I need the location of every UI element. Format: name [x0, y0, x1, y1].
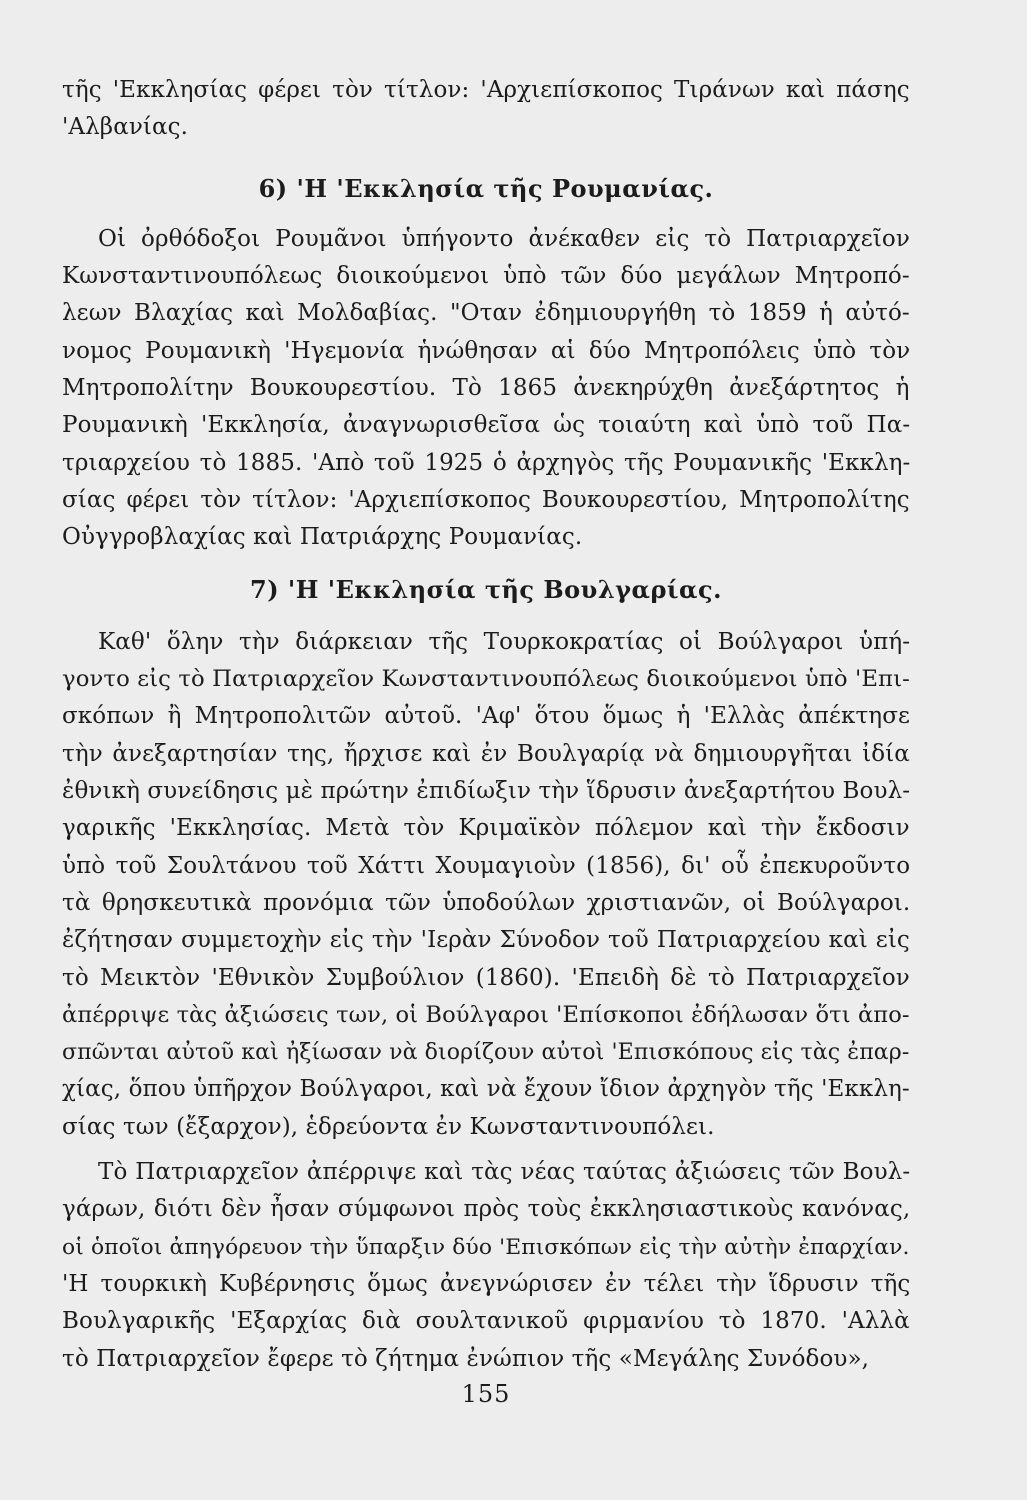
paragraph-romania [62, 221, 910, 557]
text-line: νομος Ρουμανικὴ 'Ηγεμονία ἡνώθησαν αἱ δύο Μητροπόλεις ὑπὸ τὸν [62, 337, 911, 364]
text-line: Τὸ Πατριαρχεῖον ἀπέρριψε καὶ τὰς νέας ταύτας ἀξιώσεις τῶν Βουλ- [98, 1159, 911, 1186]
text-line: σκόπων ἢ Μητροπολιτῶν αὐτοῦ. 'Αφ' ὅτου ὅμως ἡ 'Ελλὰς ἀπέκτησε [62, 703, 911, 730]
page-number: 155 [461, 1380, 511, 1408]
text-line: ἐζήτησαν συμμετοχὴν εἰς τὴν 'Ιερὰν Σύνοδον τοῦ Πατριαρχείου καὶ εἰς [62, 927, 910, 954]
text-line: Οὐγγροβλαχίας καὶ Πατριάρχης Ρουμανίας. [62, 524, 583, 551]
text-line: ἐθνικὴ συνείδησις μὲ πρώτην ἐπιδίωξιν τὴν ἵδρυσιν ἀνεξαρτήτου Βουλ- [62, 778, 911, 805]
text-line: γάρων, διότι δὲν ἦσαν σύμφωνοι πρὸς τοὺς ἐκκλησιαστικοὺς κανόνας, [62, 1196, 911, 1223]
text-line: Βουλγαρικῆς 'Εξαρχίας διὰ σουλτανικοῦ φιρμανίου τὸ 1870. 'Αλλὰ [62, 1308, 910, 1335]
book-page [62, 72, 910, 1432]
text-line: Καθ' ὅλην τὴν διάρκειαν τῆς Τουρκοκρατίας οἱ Βούλγαροι ὑπή- [98, 628, 911, 655]
paragraph-gap [62, 1146, 910, 1154]
text-line: τὴν ἀνεξαρτησίαν της, ἤρχισε καὶ ἐν Βουλγαρίᾳ νὰ δημιουργῆται ἰδία [62, 740, 910, 767]
section-heading-bulgaria: 7) 'Η 'Εκκλησία τῆς Βουλγαρίας. [250, 574, 722, 604]
text-line: ὑπὸ τοῦ Σουλτάνου τοῦ Χάττι Χουμαγιοὺν (1856), δι' οὗ ἐπεκυροῦντο [62, 852, 911, 879]
text-line: τριαρχείου τὸ 1885. 'Απὸ τοῦ 1925 ὁ ἀρχηγὸς τῆς Ρουμανικῆς 'Εκκλη- [62, 449, 911, 476]
text-line: Μητροπολίτην Βουκουρεστίου. Τὸ 1865 ἀνεκηρύχθη ἀνεξάρτητος ἡ [62, 375, 910, 402]
text-line: λεων Βλαχίας καὶ Μολδαβίας. "Οταν ἐδημιουργήθη τὸ 1859 ἡ αὐτό- [62, 300, 910, 327]
text-line: σίας φέρει τὸν τίτλον: 'Αρχιεπίσκοπος Βουκουρεστίου, Μητροπολίτης [62, 486, 910, 513]
text-line: τὸ Μεικτὸν 'Εθνικὸν Συμβούλιον (1860). 'Επειδὴ δὲ τὸ Πατριαρχεῖον [62, 964, 910, 991]
intro-paragraph [62, 72, 910, 147]
text-line: γαρικῆς 'Εκκλησίας. Μετὰ τὸν Κριμαϊκὸν πόλεμον καὶ τὴν ἔκδοσιν [62, 815, 910, 842]
text-line: τῆς 'Εκκλησίας φέρει τὸν τίτλον: 'Αρχιεπίσκοπος Τιράνων καὶ πάσης [62, 77, 910, 103]
text-line: Κωνσταντινουπόλεως διοικούμενοι ὑπὸ τῶν δύο μεγάλων Μητροπό- [62, 263, 910, 290]
text-line: οἱ ὁποῖοι ἀπηγόρευον τὴν ὕπαρξιν δύο 'Επισκόπων εἰς τὴν αὐτὴν ἐπαρχίαν. [62, 1234, 910, 1260]
text-line: τὸ Πατριαρχεῖον ἔφερε τὸ ζήτημα ἐνώπιον τῆς «Μεγάλης Συνόδου», [62, 1345, 870, 1372]
paragraph-bulgaria-1 [62, 624, 910, 1146]
text-line: ἀπέρριψε τὰς ἀξιώσεις των, οἱ Βούλγαροι 'Επίσκοποι ἐδήλωσαν ὅτι ἀπο- [62, 1001, 910, 1028]
paragraph-bulgaria-2 [62, 1154, 910, 1378]
text-line: χίας, ὅπου ὑπῆρχον Βούλγαροι, καὶ νὰ ἔχουν ἴδιον ἀρχηγὸν τῆς 'Εκκλη- [62, 1076, 910, 1103]
text-line: 'Αλβανίας. [62, 114, 189, 141]
text-line: σπῶνται αὐτοῦ καὶ ἠξίωσαν νὰ διορίζουν αὐτοὶ 'Επισκόπους εἰς τὰς ἐπαρ- [62, 1040, 910, 1066]
text-line: σίας των (ἔξαρχον), ἑδρεύοντα ἐν Κωνσταντινουπόλει. [62, 1113, 715, 1140]
text-line: γοντο εἰς τὸ Πατριαρχεῖον Κωνσταντινουπόλεως διοικούμενοι ὑπὸ 'Επι- [62, 666, 910, 693]
text-line: 'Η τουρκικὴ Κυβέρνησις ὅμως ἀνεγνώρισεν ἐν τέλει τὴν ἵδρυσιν τῆς [62, 1270, 911, 1297]
text-line: Οἱ ὀρθόδοξοι Ρουμᾶνοι ὑπήγοντο ἀνέκαθεν εἰς τὸ Πατριαρχεῖον [98, 225, 910, 252]
section-heading-romania: 6) 'Η 'Εκκλησία τῆς Ρουμανίας. [258, 173, 714, 203]
text-line: Ρουμανικὴ 'Εκκλησία, ἀναγνωρισθεῖσα ὡς τοιαύτη καὶ ὑπὸ τοῦ Πα- [62, 412, 911, 439]
text-line: τὰ θρησκευτικὰ προνόμια τῶν ὑποδούλων χριστιανῶν, οἱ Βούλγαροι. [62, 889, 911, 916]
